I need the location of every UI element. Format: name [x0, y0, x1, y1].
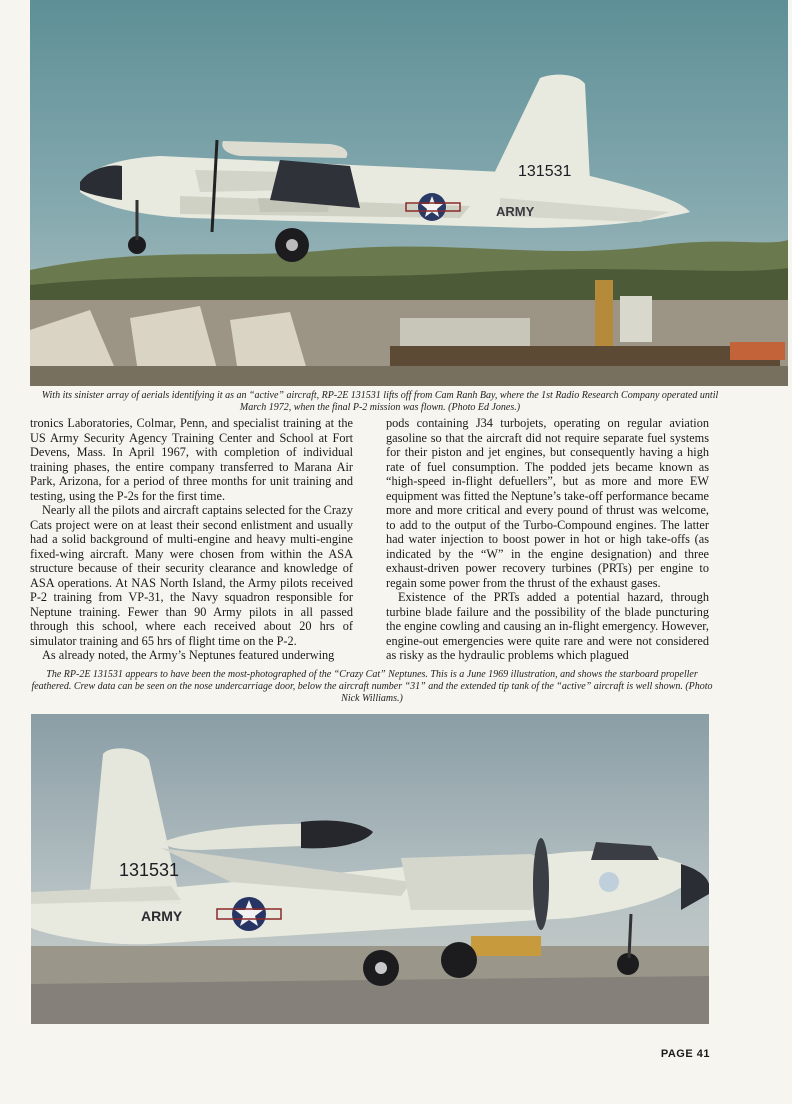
army-marking-text: ARMY — [141, 908, 183, 924]
parked-photo-illustration — [31, 714, 709, 1024]
nose-strut — [629, 914, 631, 958]
building — [620, 296, 652, 342]
photo-top-aircraft-takeoff — [30, 0, 788, 386]
text-column-left — [30, 416, 353, 663]
paragraph: tronics Laboratories, Colmar, Penn, and specialist training at the US Army Security Agency Training Center and School at Fort Devens, Mass. In April 1967, with completion of individual training phases, the entire company transferred to Marana Air Park, Arizona, for a period of three months for unit training and testing, using the P-2s for the first time. — [30, 416, 353, 503]
wing-shadow — [270, 160, 360, 208]
engine-nacelle — [401, 854, 542, 910]
propeller-disc — [533, 838, 549, 930]
nose-emblem — [599, 872, 619, 892]
runway — [30, 366, 788, 386]
vehicle-orange — [730, 342, 785, 360]
tower — [595, 280, 613, 350]
paragraph: As already noted, the Army’s Neptunes featured underwing — [42, 648, 335, 662]
main-wheel-2 — [441, 942, 477, 978]
photo-bottom-aircraft-parked — [31, 714, 709, 1024]
page-number: PAGE 41 — [660, 1048, 710, 1060]
paragraph: Existence of the PRTs added a potential hazard, through turbine blade failure and the possibility of the blade puncturing the engine cowling and causing an in-flight emergency. However, engine-out emergencies were quite rare and were not considered as risky as the hydraulic problems which plagued — [386, 590, 709, 662]
paragraph: Nearly all the pilots and aircraft captains selected for the Crazy Cats project were on at least their second enlistment and usually had a solid background of multi-engine and heavy multi-engine fixed-wing aircraft. Many were chosen from within the ASA structure because of their security clearance and knowledge of ASA operations. At NAS North Island, the Army pilots received P-2 training from VP-31, the Navy squadron responsible for Neptune training. Fewer than 90 Army pilots in all passed through this school, where each received about 20 hrs of simulator training and 65 hrs of flight time on the P-2. — [30, 503, 353, 648]
background-vehicle — [471, 936, 541, 956]
main-wheel-hub — [375, 962, 387, 974]
caption-middle: The RP-2E 131531 appears to have been the most-photographed of the “Crazy Cat” Neptunes. This is a June 1969 illustration, and shows the starboard propeller feathered. Crew data can be seen on the nose undercarriage door, below the aircraft number “31” and the extended tip tank of the “active” aircraft is well shown. (Photo Nick Williams.) — [31, 669, 713, 704]
takeoff-photo-illustration — [30, 0, 788, 386]
caption-top: With its sinister array of aerials identifying it as an “active” aircraft, RP-2E 131531 lifts off from Cam Ranh Bay, where the 1st Radio Research Company operated until March 1972, when the final P-2 mission was flown. (Photo Ed Jones.) — [41, 390, 719, 413]
vehicles — [390, 346, 780, 366]
apron-shadow — [31, 976, 709, 1024]
main-wheel-hub — [286, 239, 298, 251]
paragraph: pods containing J34 turbojets, operating on regular aviation gasoline so that the aircraft did not require separate fuel systems for their piston and jet engines, but consequently having a high rate of fuel consumption. The podded jets became known as “high-speed in-flight defuellers”, but as more and more EW equipment was fitted the Neptune’s take-off performance became more and more critical and every pound of thrust was welcome, to add to the output of the Turbo-Compound engines. The latter had water injection to boost power in hot or high take-offs (as indicated by the “W” in the engine designation) and three exhaust-driven power recovery turbines (PRTs) per engine to regain some power from the thrust of the exhaust gases. — [386, 416, 709, 590]
text-column-right — [386, 416, 709, 663]
tail-number-text: 131531 — [119, 860, 180, 880]
army-marking-text: ARMY — [496, 204, 535, 219]
tail-number-text: 131531 — [518, 163, 572, 180]
